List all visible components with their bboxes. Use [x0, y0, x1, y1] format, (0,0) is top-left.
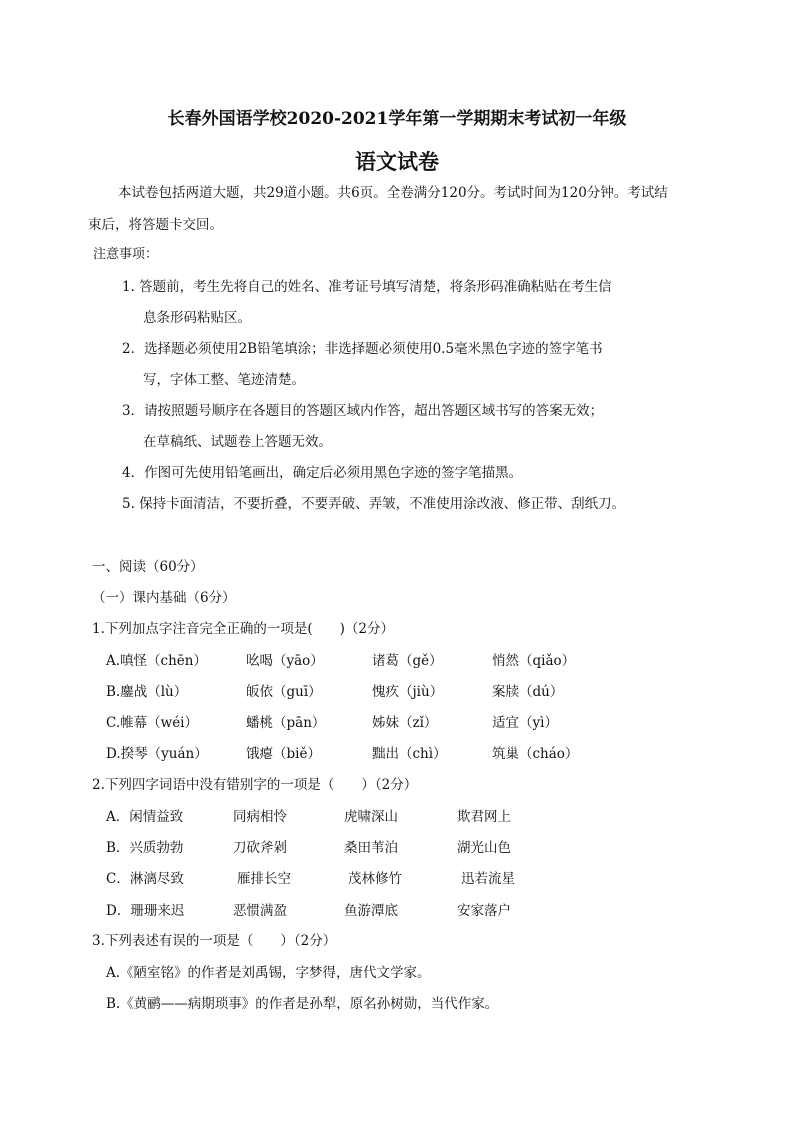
intro-line-2: 束后，将答题卡交回。 [88, 217, 223, 233]
notes-heading: 注意事项： [93, 247, 159, 262]
note-item-5: 5. 保持卡面清洁，不要折叠，不要弄破、弄皱，不准使用涂改液、修正带、刮纸刀。 [122, 496, 626, 512]
section-heading: 一、阅读（60分） [92, 559, 204, 575]
q2-option-a-word-2: 同病相怜 [233, 809, 287, 825]
note-item-2-line-2: 写，字体工整、笔迹清楚。 [143, 372, 305, 388]
q1-option-b: B.鏖战（lù） [106, 684, 188, 700]
q2-option-c: C．淋漓尽致 [106, 871, 184, 887]
question-1-stem: 1.下列加点字注音完全正确的一项是( )（2分） [92, 621, 395, 637]
q2-option-b-word-4: 湖光山色 [457, 840, 511, 856]
exam-title: 长春外国语学校2020-2021学年第一学期期末考试初一年级 [167, 109, 627, 129]
q2-option-d-word-3: 鱼游潭底 [344, 903, 398, 919]
note-item-4: 4．作图可先使用铅笔画出，确定后必须用黑色字迹的签字笔描黑。 [122, 465, 523, 481]
note-item-2-line-1: 2．选择题必须使用2B铅笔填涂；非选择题必须使用0.5毫米黑色字迹的签字笔书 [122, 341, 603, 357]
q2-option-c-word-2: 雁排长空 [237, 871, 291, 887]
q2-option-a-word-3: 虎啸深山 [344, 809, 398, 825]
q1-option-a-word-2: 吆喝（yāo） [246, 653, 324, 669]
q1-option-b-word-3: 愧疚（jiù） [372, 684, 444, 700]
q2-option-a: A．闲情益致 [106, 809, 184, 825]
q2-option-d: D．珊珊来迟 [106, 903, 185, 919]
question-2-stem: 2.下列四字词语中没有错别字的一项是（ ）（2分） [92, 777, 418, 793]
q1-option-c: C.帷幕（wéi） [106, 715, 199, 731]
q1-option-c-word-2: 蟠桃（pān） [246, 715, 326, 731]
q1-option-c-word-3: 姊妹（zǐ） [372, 715, 438, 731]
note-item-1-line-2: 息条形码粘贴区。 [143, 310, 251, 326]
q1-option-d-word-3: 黜出（chì） [372, 746, 447, 762]
q1-option-c-word-4: 适宜（yì） [492, 715, 558, 731]
question-3-stem: 3.下列表述有误的一项是（ ）（2分） [92, 933, 337, 949]
note-item-3-line-2: 在草稿纸、试题卷上答题无效。 [143, 434, 332, 450]
q2-option-c-word-4: 迅若流星 [461, 871, 515, 887]
q1-option-b-word-4: 案牍（dú） [492, 684, 564, 700]
q1-option-a: A.嗔怪（chēn） [106, 653, 207, 669]
subsection-heading: （一）课内基础（6分） [92, 590, 236, 606]
note-item-1-line-1: 1. 答题前，考生先将自己的姓名、准考证号填写清楚，将条形码准确粘贴在考生信 [122, 279, 612, 295]
q2-option-d-word-4: 安家落户 [457, 903, 511, 919]
q1-option-d-word-4: 筑巢（cháo） [492, 746, 579, 762]
q1-option-a-word-3: 诸葛（gě） [372, 653, 443, 669]
q2-option-c-word-3: 茂林修竹 [348, 871, 402, 887]
q2-option-a-word-4: 欺君网上 [457, 809, 511, 825]
note-item-3-line-1: 3．请按照题号顺序在各题目的答题区域内作答，超出答题区域书写的答案无效； [122, 403, 604, 419]
q1-option-b-word-2: 皈依（guī） [246, 684, 322, 700]
q1-option-d-word-2: 饿瘪（biě） [246, 746, 321, 762]
exam-subtitle: 语文试卷 [355, 149, 439, 174]
q2-option-d-word-2: 恶惯满盈 [233, 903, 287, 919]
q3-option-a: A.《陋室铭》的作者是刘禹锡，字梦得，唐代文学家。 [106, 965, 431, 981]
q1-option-d: D.揆琴（yuán） [106, 746, 208, 762]
q1-option-a-word-4: 悄然（qiǎo） [492, 653, 576, 669]
q2-option-b: B．兴质勃勃 [106, 840, 184, 856]
q2-option-b-word-2: 刀砍斧剁 [233, 840, 287, 856]
q2-option-b-word-3: 桑田苇泊 [344, 840, 398, 856]
q3-option-b: B.《黄鹂——病期琐事》的作者是孙犁，原名孙树勋，当代作家。 [106, 996, 499, 1012]
intro-line-1: 本试卷包括两道大题，共29道小题。共6页。全卷满分120分。考试时间为120分钟。考试结 [118, 185, 668, 201]
